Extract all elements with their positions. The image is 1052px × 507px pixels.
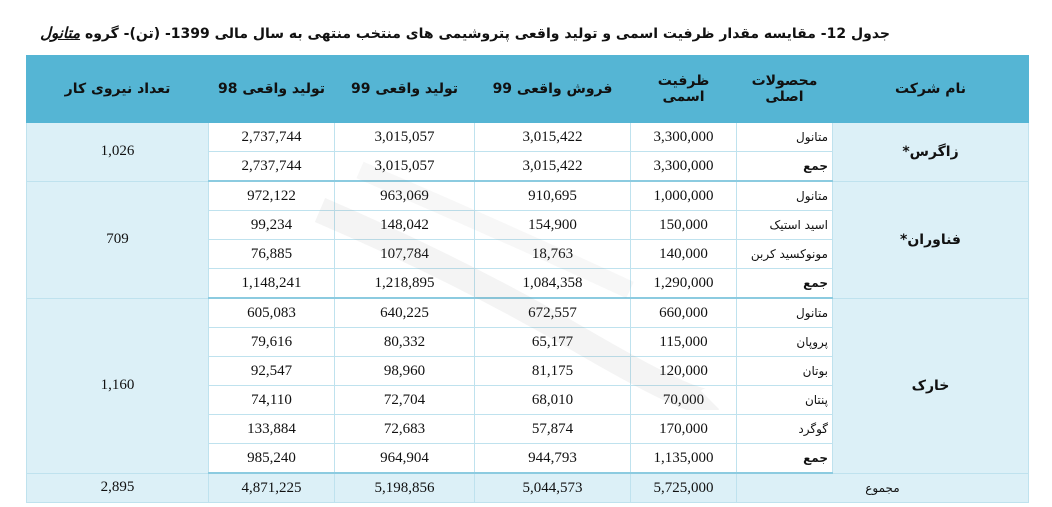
sales99-cell: 944,793 bbox=[475, 444, 631, 474]
company-name: خارک bbox=[833, 298, 1029, 473]
header-products: محصولات اصلی bbox=[737, 56, 833, 123]
capacity-cell: 3,300,000 bbox=[631, 152, 737, 182]
prod98-cell: 99,234 bbox=[209, 211, 335, 240]
prod99-cell: 640,225 bbox=[335, 298, 475, 328]
capacity-cell: 660,000 bbox=[631, 298, 737, 328]
sales99-cell: 57,874 bbox=[475, 415, 631, 444]
capacity-cell: 70,000 bbox=[631, 386, 737, 415]
sales99-cell: 154,900 bbox=[475, 211, 631, 240]
prod99-cell: 98,960 bbox=[335, 357, 475, 386]
prod98-cell: 76,885 bbox=[209, 240, 335, 269]
sales99-cell: 65,177 bbox=[475, 328, 631, 357]
product-name: متانول bbox=[737, 181, 833, 211]
header-capacity: ظرفیت اسمی bbox=[631, 56, 737, 123]
capacity-cell: 1,000,000 bbox=[631, 181, 737, 211]
prod98-cell: 2,737,744 bbox=[209, 123, 335, 152]
methanol-table bbox=[26, 55, 1029, 503]
capacity-cell: 115,000 bbox=[631, 328, 737, 357]
capacity-cell: 1,135,000 bbox=[631, 444, 737, 474]
sales99-cell: 81,175 bbox=[475, 357, 631, 386]
sales99-cell: 672,557 bbox=[475, 298, 631, 328]
sales99-cell: 3,015,422 bbox=[475, 123, 631, 152]
total-capacity: 5,725,000 bbox=[631, 473, 737, 503]
table-row bbox=[27, 298, 1029, 328]
header-row bbox=[27, 56, 1029, 123]
prod98-cell: 79,616 bbox=[209, 328, 335, 357]
caption-group: متانول bbox=[40, 24, 81, 42]
prod99-cell: 963,069 bbox=[335, 181, 475, 211]
prod99-cell: 148,042 bbox=[335, 211, 475, 240]
prod99-cell: 80,332 bbox=[335, 328, 475, 357]
prod99-cell: 1,218,895 bbox=[335, 269, 475, 299]
prod99-cell: 72,683 bbox=[335, 415, 475, 444]
table-caption bbox=[40, 24, 890, 42]
prod98-cell: 972,122 bbox=[209, 181, 335, 211]
sales99-cell: 68,010 bbox=[475, 386, 631, 415]
header-sales99: فروش واقعی 99 bbox=[475, 56, 631, 123]
total-row bbox=[27, 473, 1029, 503]
table-row bbox=[27, 181, 1029, 211]
prod98-cell: 605,083 bbox=[209, 298, 335, 328]
prod98-cell: 133,884 bbox=[209, 415, 335, 444]
total-workers: 2,895 bbox=[27, 473, 209, 503]
total-prod98: 4,871,225 bbox=[209, 473, 335, 503]
header-company: نام شرکت bbox=[833, 56, 1029, 123]
prod99-cell: 72,704 bbox=[335, 386, 475, 415]
capacity-cell: 150,000 bbox=[631, 211, 737, 240]
capacity-cell: 1,290,000 bbox=[631, 269, 737, 299]
total-sales99: 5,044,573 bbox=[475, 473, 631, 503]
capacity-cell: 120,000 bbox=[631, 357, 737, 386]
header-workers: تعداد نیروی کار bbox=[27, 56, 209, 123]
prod99-cell: 107,784 bbox=[335, 240, 475, 269]
header-prod99: تولید واقعی 99 bbox=[335, 56, 475, 123]
product-name: جمع bbox=[737, 444, 833, 474]
sales99-cell: 910,695 bbox=[475, 181, 631, 211]
capacity-cell: 140,000 bbox=[631, 240, 737, 269]
product-name: جمع bbox=[737, 269, 833, 299]
header-prod98: تولید واقعی 98 bbox=[209, 56, 335, 123]
sales99-cell: 3,015,422 bbox=[475, 152, 631, 182]
product-name: جمع bbox=[737, 152, 833, 182]
workers-cell: 709 bbox=[27, 181, 209, 298]
prod99-cell: 964,904 bbox=[335, 444, 475, 474]
company-name: فناوران* bbox=[833, 181, 1029, 298]
total-prod99: 5,198,856 bbox=[335, 473, 475, 503]
capacity-cell: 170,000 bbox=[631, 415, 737, 444]
product-name: پنتان bbox=[737, 386, 833, 415]
capacity-cell: 3,300,000 bbox=[631, 123, 737, 152]
total-label: مجموع bbox=[737, 473, 1029, 503]
prod98-cell: 2,737,744 bbox=[209, 152, 335, 182]
product-name: متانول bbox=[737, 298, 833, 328]
product-name: مونوکسید کربن bbox=[737, 240, 833, 269]
sales99-cell: 1,084,358 bbox=[475, 269, 631, 299]
prod98-cell: 1,148,241 bbox=[209, 269, 335, 299]
prod99-cell: 3,015,057 bbox=[335, 123, 475, 152]
product-name: گوگرد bbox=[737, 415, 833, 444]
workers-cell: 1,160 bbox=[27, 298, 209, 473]
prod98-cell: 74,110 bbox=[209, 386, 335, 415]
table-row bbox=[27, 123, 1029, 152]
company-name: زاگرس* bbox=[833, 123, 1029, 182]
product-name: بوتان bbox=[737, 357, 833, 386]
sales99-cell: 18,763 bbox=[475, 240, 631, 269]
workers-cell: 1,026 bbox=[27, 123, 209, 182]
prod98-cell: 985,240 bbox=[209, 444, 335, 474]
prod98-cell: 92,547 bbox=[209, 357, 335, 386]
caption-text: جدول 12- مقایسه مقدار ظرفیت اسمی و تولید واقعی پتروشیمی های منتخب منتهی به سال مالی 1399- (تن)- گروه bbox=[84, 26, 890, 42]
prod99-cell: 3,015,057 bbox=[335, 152, 475, 182]
product-name: پروپان bbox=[737, 328, 833, 357]
product-name: متانول bbox=[737, 123, 833, 152]
product-name: اسید استیک bbox=[737, 211, 833, 240]
